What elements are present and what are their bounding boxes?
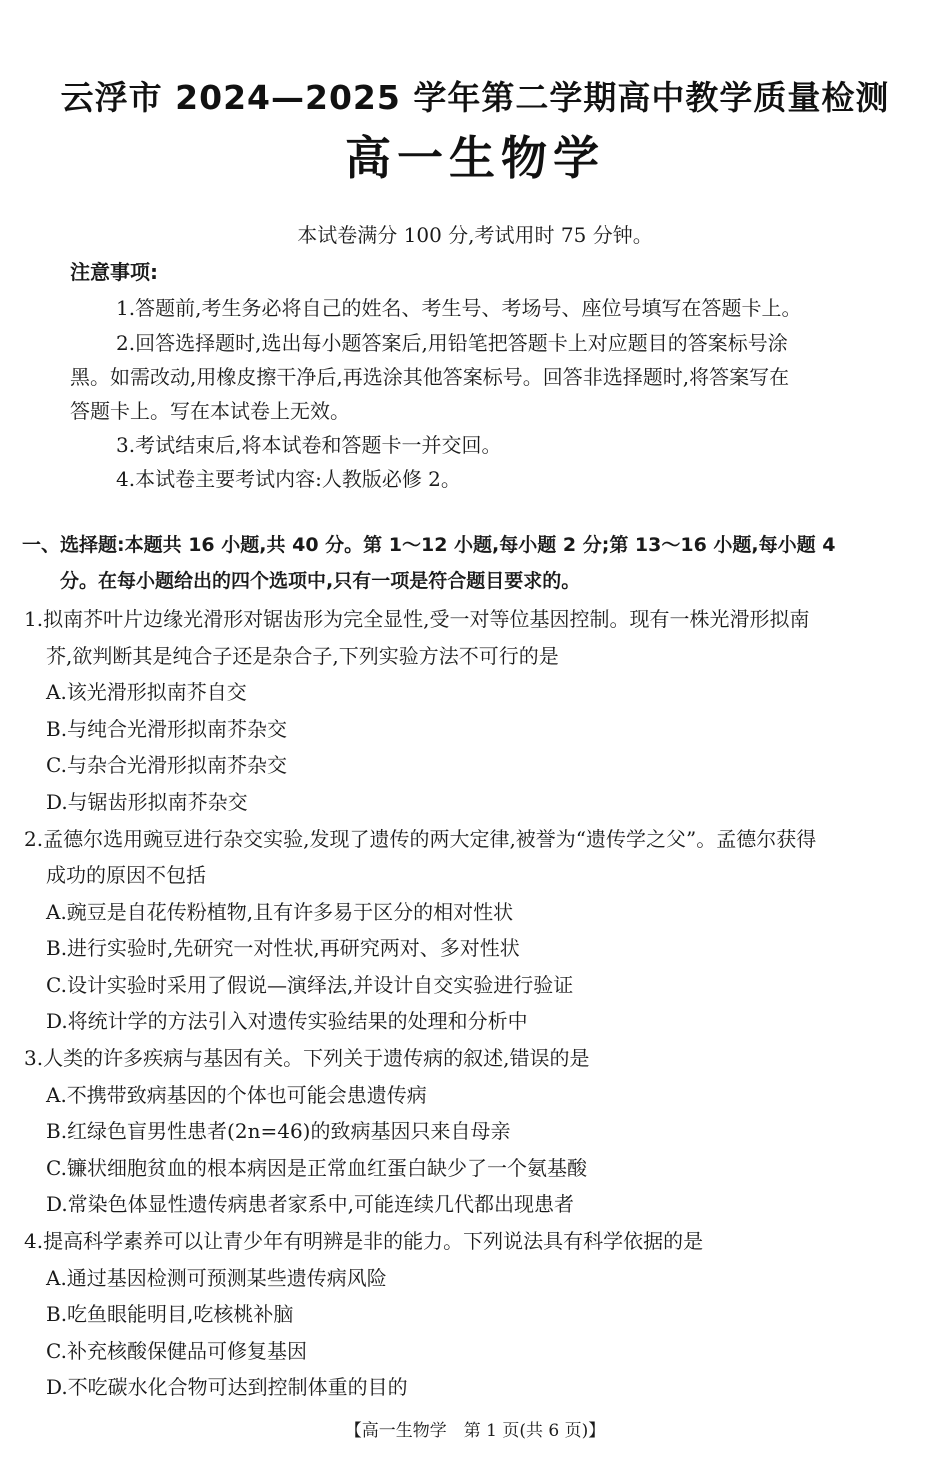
note-item-2: 2.回答选择题时,选出每小题答案后,用铅笔把答题卡上对应题目的答案标号涂 — [116, 331, 788, 355]
question-4-option-a: A.通过基因检测可预测某些遗传病风险 — [46, 1266, 387, 1290]
question-3-option-c: C.镰状细胞贫血的根本病因是正常血红蛋白缺少了一个氨基酸 — [46, 1156, 587, 1180]
question-2-option-c: C.设计实验时采用了假说—演绎法,并设计自交实验进行验证 — [46, 973, 574, 997]
question-1-option-b: B.与纯合光滑形拟南芥杂交 — [46, 717, 288, 741]
page-footer: 【高一生物学 第 1 页(共 6 页)】 — [344, 1421, 606, 1441]
note-item-2-cont: 黑。如需改动,用橡皮擦干净后,再选涂其他答案标号。回答非选择题时,将答案写在 — [70, 365, 790, 389]
note-item-1: 1.答题前,考生务必将自己的姓名、考生号、考场号、座位号填写在答题卡上。 — [116, 296, 802, 320]
question-4-option-b: B.吃鱼眼能明目,吃核桃补脑 — [46, 1302, 294, 1326]
question-2-option-a: A.豌豆是自花传粉植物,且有许多易于区分的相对性状 — [46, 900, 514, 924]
question-3-option-b: B.红绿色盲男性患者(2n=46)的致病基因只来自母亲 — [46, 1119, 511, 1143]
question-4-option-c: C.补充核酸保健品可修复基因 — [46, 1339, 307, 1363]
question-3-option-d: D.常染色体显性遗传病患者家系中,可能连续几代都出现患者 — [46, 1192, 575, 1216]
note-item-4: 4.本试卷主要考试内容:人教版必修 2。 — [116, 467, 461, 491]
question-2-option-b: B.进行实验时,先研究一对性状,再研究两对、多对性状 — [46, 936, 520, 960]
question-2-stem-cont: 成功的原因不包括 — [46, 863, 206, 887]
question-2-stem: 2.孟德尔选用豌豆进行杂交实验,发现了遗传的两大定律,被誉为“遗传学之父”。孟德尔获得 — [24, 827, 817, 851]
question-1-option-a: A.该光滑形拟南芥自交 — [46, 680, 247, 704]
question-1-stem-cont: 芥,欲判断其是纯合子还是杂合子,下列实验方法不可行的是 — [46, 644, 559, 668]
note-item-2-end: 答题卡上。写在本试卷上无效。 — [70, 399, 350, 423]
question-1-option-c: C.与杂合光滑形拟南芥杂交 — [46, 753, 287, 777]
question-1-stem: 1.拟南芥叶片边缘光滑形对锯齿形为完全显性,受一对等位基因控制。现有一株光滑形拟南 — [24, 607, 810, 631]
question-4-stem: 4.提高科学素养可以让青少年有明辨是非的能力。下列说法具有科学依据的是 — [24, 1229, 704, 1253]
question-2-option-d: D.将统计学的方法引入对遗传实验结果的处理和分析中 — [46, 1009, 528, 1033]
exam-info: 本试卷满分 100 分,考试用时 75 分钟。 — [297, 223, 653, 247]
section-instruction: 一、选择题:本题共 16 小题,共 40 分。第 1～12 小题,每小题 2 分;第 13～16 小题,每小题 4 — [22, 534, 836, 556]
section-instruction-cont: 分。在每小题给出的四个选项中,只有一项是符合题目要求的。 — [60, 570, 581, 592]
question-4-option-d: D.不吃碳水化合物可达到控制体重的目的 — [46, 1375, 408, 1399]
question-3-stem: 3.人类的许多疾病与基因有关。下列关于遗传病的叙述,错误的是 — [24, 1046, 590, 1070]
question-3-option-a: A.不携带致病基因的个体也可能会患遗传病 — [46, 1083, 427, 1107]
note-item-3: 3.考试结束后,将本试卷和答题卡一并交回。 — [116, 433, 502, 457]
exam-title: 云浮市 2024—2025 学年第二学期高中教学质量检测 — [60, 78, 890, 117]
notes-heading: 注意事项: — [70, 260, 158, 284]
subject-title: 高一生物学 — [345, 131, 605, 185]
question-1-option-d: D.与锯齿形拟南芥杂交 — [46, 790, 248, 814]
